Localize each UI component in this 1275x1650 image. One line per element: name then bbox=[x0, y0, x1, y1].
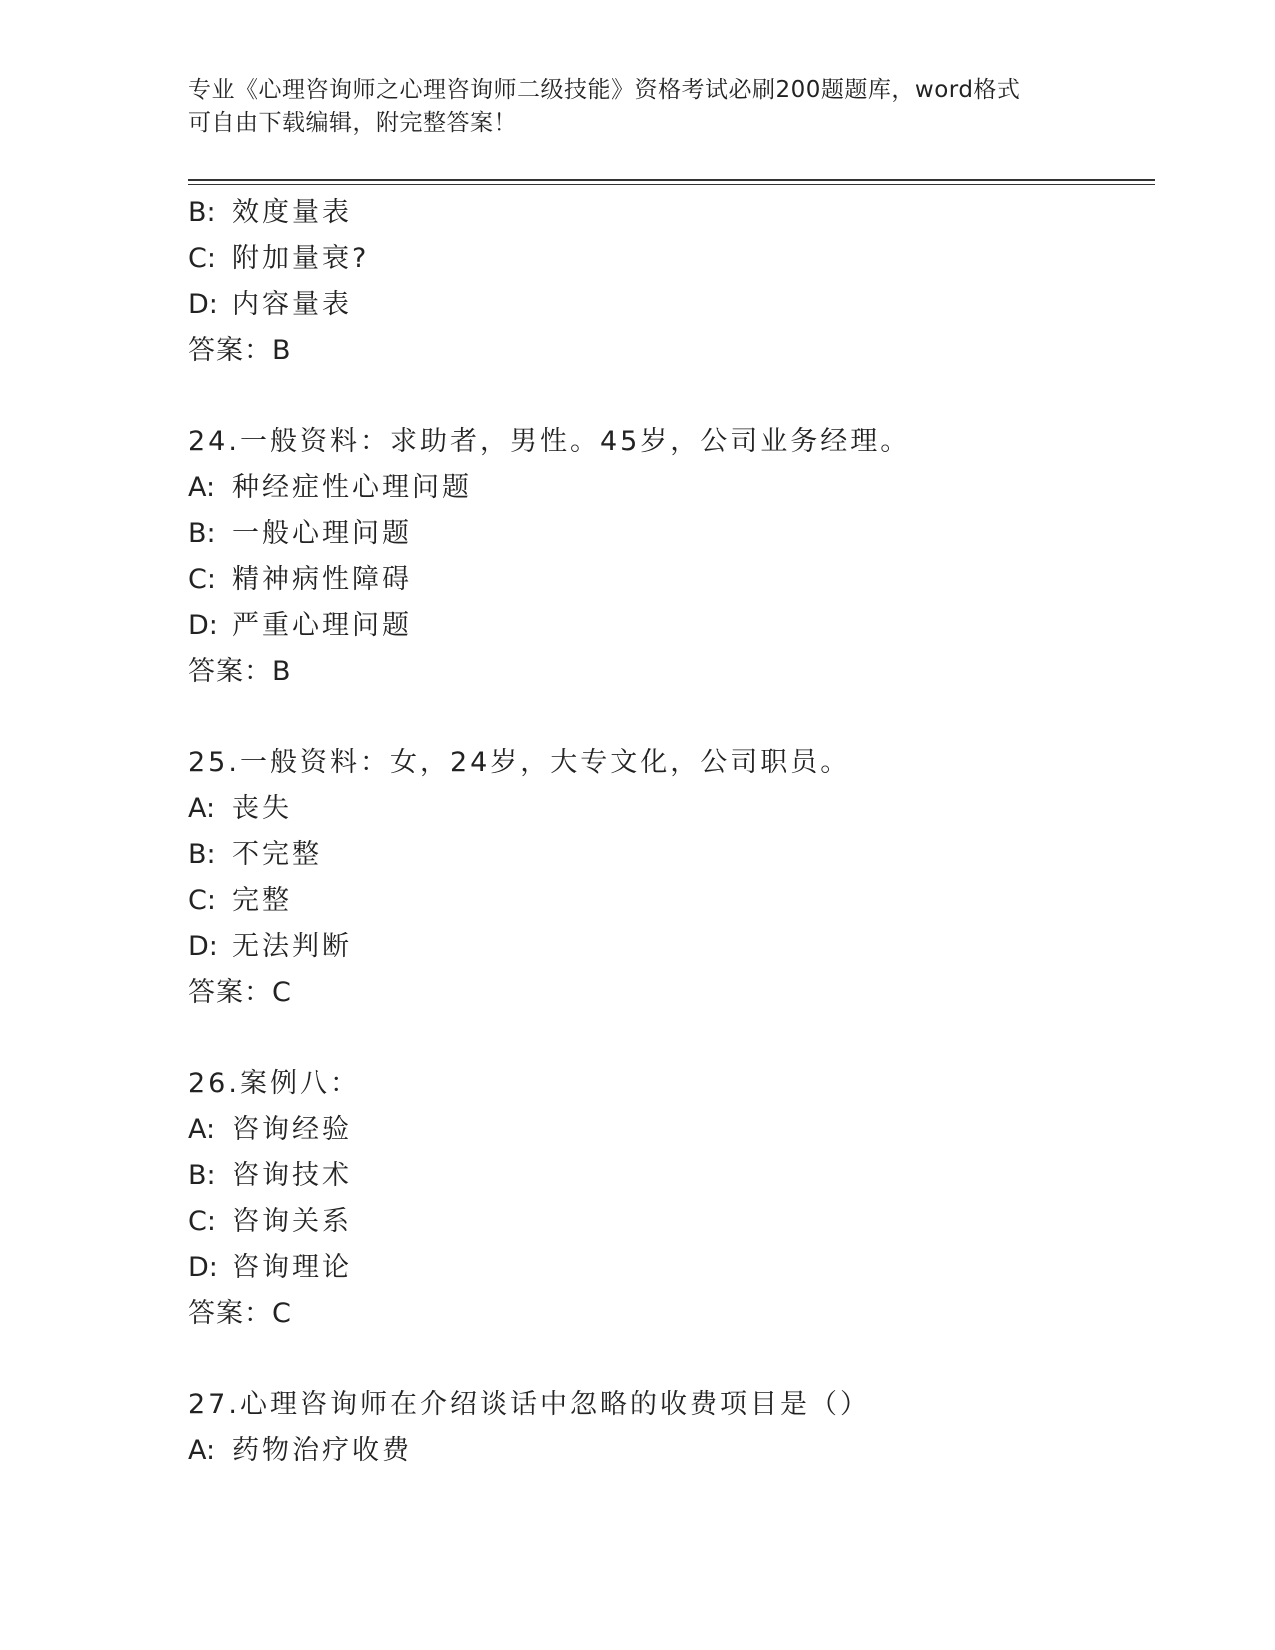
option-b bbox=[188, 190, 1148, 236]
option-text: 内容量表 bbox=[232, 289, 352, 320]
header-rule-thick bbox=[188, 179, 1155, 181]
question-block-27 bbox=[188, 1382, 1148, 1474]
option-text: 严重心理问题 bbox=[232, 610, 412, 641]
option-b bbox=[188, 832, 1148, 878]
option-text: 丧失 bbox=[232, 793, 292, 824]
question-stem: 27.心理咨询师在介绍谈话中忽略的收费项目是（） bbox=[188, 1389, 870, 1420]
spacer bbox=[188, 1337, 1148, 1382]
option-text: 附加量衰? bbox=[232, 243, 370, 274]
option-letter: A: bbox=[188, 793, 216, 824]
answer-line: 答案：B bbox=[188, 335, 292, 366]
option-text: 种经症性心理问题 bbox=[232, 472, 472, 503]
option-letter: D: bbox=[188, 931, 218, 962]
option-d bbox=[188, 1245, 1148, 1291]
option-d bbox=[188, 924, 1148, 970]
option-letter: A: bbox=[188, 472, 216, 503]
document-header bbox=[188, 74, 1068, 140]
option-a bbox=[188, 465, 1148, 511]
option-d bbox=[188, 603, 1148, 649]
spacer bbox=[188, 695, 1148, 740]
option-letter: C: bbox=[188, 1206, 216, 1237]
question-block-24 bbox=[188, 419, 1148, 695]
option-a bbox=[188, 1107, 1148, 1153]
option-text: 效度量表 bbox=[232, 197, 352, 228]
option-letter: D: bbox=[188, 1252, 218, 1283]
option-letter: C: bbox=[188, 564, 216, 595]
option-letter: D: bbox=[188, 610, 218, 641]
option-a bbox=[188, 1428, 1148, 1474]
option-text: 不完整 bbox=[232, 839, 322, 870]
question-stem: 26.案例八： bbox=[188, 1068, 360, 1099]
option-letter: D: bbox=[188, 289, 218, 320]
answer-line: 答案：B bbox=[188, 656, 292, 687]
option-text: 咨询理论 bbox=[232, 1252, 352, 1283]
header-title-line-2: 可自由下载编辑，附完整答案！ bbox=[188, 110, 517, 136]
option-letter: B: bbox=[188, 518, 216, 549]
option-c bbox=[188, 557, 1148, 603]
answer-line: 答案：C bbox=[188, 1298, 292, 1329]
question-stem: 25.一般资料：女，24岁，大专文化，公司职员。 bbox=[188, 747, 851, 778]
option-letter: B: bbox=[188, 197, 216, 228]
option-text: 完整 bbox=[232, 885, 292, 916]
option-text: 咨询技术 bbox=[232, 1160, 352, 1191]
spacer bbox=[188, 374, 1148, 419]
option-c bbox=[188, 236, 1148, 282]
option-text: 精神病性障碍 bbox=[232, 564, 412, 595]
option-a bbox=[188, 786, 1148, 832]
option-text: 无法判断 bbox=[232, 931, 352, 962]
header-title-line-1: 专业《心理咨询师之心理咨询师二级技能》资格考试必刷200题题库，word格式 bbox=[188, 77, 1021, 103]
question-stem: 24.一般资料：求助者，男性。45岁，公司业务经理。 bbox=[188, 426, 911, 457]
question-block-26 bbox=[188, 1061, 1148, 1337]
option-b bbox=[188, 1153, 1148, 1199]
option-letter: C: bbox=[188, 243, 216, 274]
option-text: 咨询关系 bbox=[232, 1206, 352, 1237]
option-letter: B: bbox=[188, 839, 216, 870]
option-letter: C: bbox=[188, 885, 216, 916]
question-block-23-tail bbox=[188, 190, 1148, 374]
spacer bbox=[188, 1016, 1148, 1061]
option-text: 咨询经验 bbox=[232, 1114, 352, 1145]
question-list bbox=[188, 190, 1148, 1474]
option-letter: B: bbox=[188, 1160, 216, 1191]
question-block-25 bbox=[188, 740, 1148, 1016]
header-rule-thin bbox=[188, 184, 1155, 185]
option-letter: A: bbox=[188, 1435, 216, 1466]
option-text: 一般心理问题 bbox=[232, 518, 412, 549]
option-letter: A: bbox=[188, 1114, 216, 1145]
option-b bbox=[188, 511, 1148, 557]
option-d bbox=[188, 282, 1148, 328]
option-text: 药物治疗收费 bbox=[232, 1435, 412, 1466]
option-c bbox=[188, 878, 1148, 924]
option-c bbox=[188, 1199, 1148, 1245]
answer-line: 答案：C bbox=[188, 977, 292, 1008]
